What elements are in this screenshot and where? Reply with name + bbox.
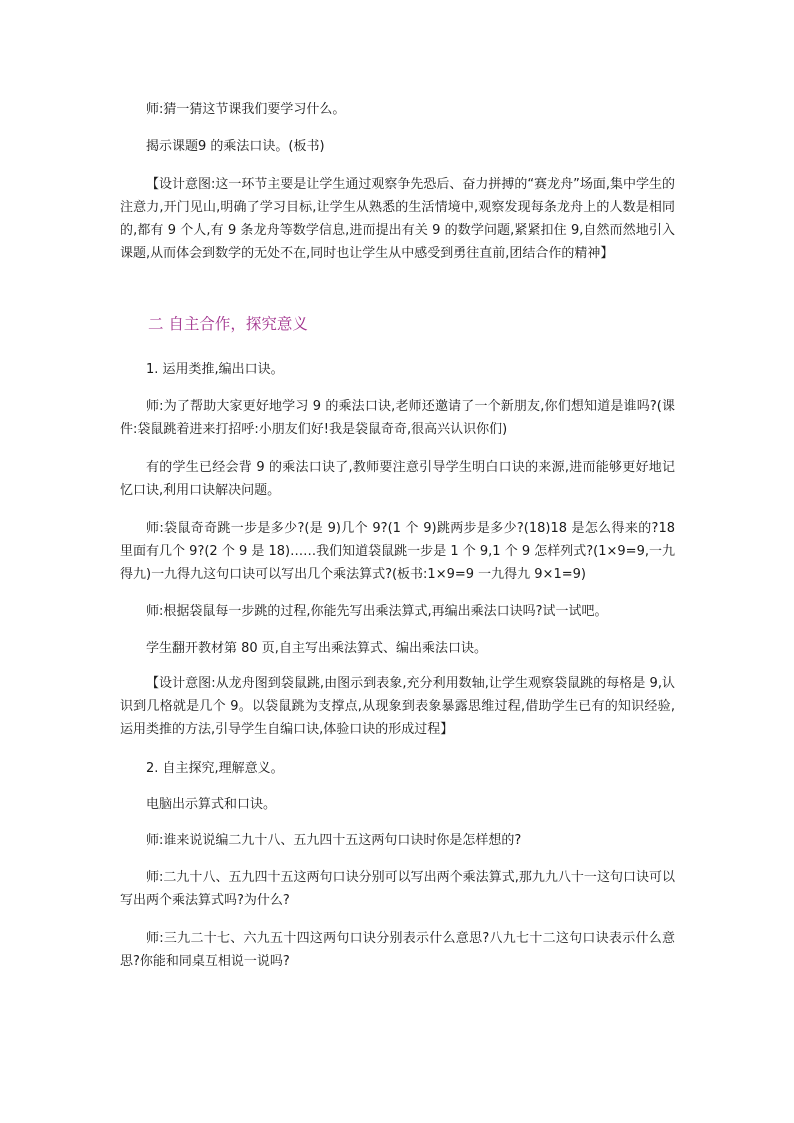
paragraph-topic: 揭示课题9 的乘法口诀。(板书)	[146, 139, 325, 154]
paragraph-meaning: 师:三九二十七、六九五十四这两句口诀分别表示什么意思?八九七十二这句口诀表示什么意思?你能和同桌互相说一说吗?	[120, 931, 675, 969]
paragraph-guess: 师:猜一猜这节课我们要学习什么。	[146, 102, 346, 117]
section-heading-2: 二 自主合作，探究意义	[148, 315, 308, 333]
paragraph-kangaroo-questions: 师:袋鼠奇奇跳一步是多少?(是 9)几个 9?(1 个 9)跳两步是多少?(18)18 是怎么得来的?18 里面有几个 9?(2 个 9 是 18)……我们知道袋鼠跳一步是 1 个 9,1 个 9 怎样列式?(1×9=9,一九得九)一九得九这句口诀可以写出几个乘法算式?(板书:1×9=9 一九得九 9×1=9)	[120, 521, 675, 582]
paragraph-textbook: 学生翻开教材第 80 页,自主写出乘法算式、编出乘法口诀。	[146, 641, 487, 656]
paragraph-design-intent-1: 【设计意图:这一环节主要是让学生通过观察争先恐后、奋力拼搏的“赛龙舟”场面,集中学生的注意力,开门见山,明确了学习目标,让学生从熟悉的生活情境中,观察发现每条龙舟上的人数是相同的,都有 9 个人,有 9 条龙舟等数学信息,进而提出有关 9 的数学问题,紧紧扣住 9,自然而然地引入课题,从而体会到数学的无处不在,同时也让学生从中感受到勇往直前,团结合作的精神】	[120, 177, 675, 261]
paragraph-kangaroo-intro: 师:为了帮助大家更好地学习 9 的乘法口诀,老师还邀请了一个新朋友,你们想知道是谁吗?(课件:袋鼠跳着进来打招呼:小朋友们好!我是袋鼠奇奇,很高兴认识你们)	[120, 399, 675, 437]
paragraph-try: 师:根据袋鼠每一步跳的过程,你能先写出乘法算式,再编出乘法口诀吗?试一试吧。	[146, 604, 608, 619]
paragraph-design-intent-2: 【设计意图:从龙舟图到袋鼠跳,由图示到表象,充分利用数轴,让学生观察袋鼠跳的每格是 9,认识到几格就是几个 9。以袋鼠跳为支撑点,从现象到表象暴露思维过程,借助学生已有的知识经验,运用类推的方法,引导学生自编口诀,体验口诀的形成过程】	[120, 676, 675, 737]
paragraph-how-think: 师:谁来说说编二九十八、五九四十五这两句口诀时你是怎样想的?	[146, 833, 522, 848]
paragraph-step-2: 2. 自主探究,理解意义。	[146, 761, 284, 776]
paragraph-show-formulas: 电脑出示算式和口诀。	[146, 797, 277, 812]
paragraph-teacher-note: 有的学生已经会背 9 的乘法口诀了,教师要注意引导学生明白口诀的来源,进而能够更好地记忆口诀,利用口诀解决问题。	[120, 460, 675, 498]
paragraph-two-formulas: 师:二九十八、五九四十五这两句口诀分别可以写出两个乘法算式,那九九八十一这句口诀可以写出两个乘法算式吗?为什么?	[120, 870, 675, 908]
paragraph-step-1: 1. 运用类推,编出口诀。	[146, 362, 284, 377]
